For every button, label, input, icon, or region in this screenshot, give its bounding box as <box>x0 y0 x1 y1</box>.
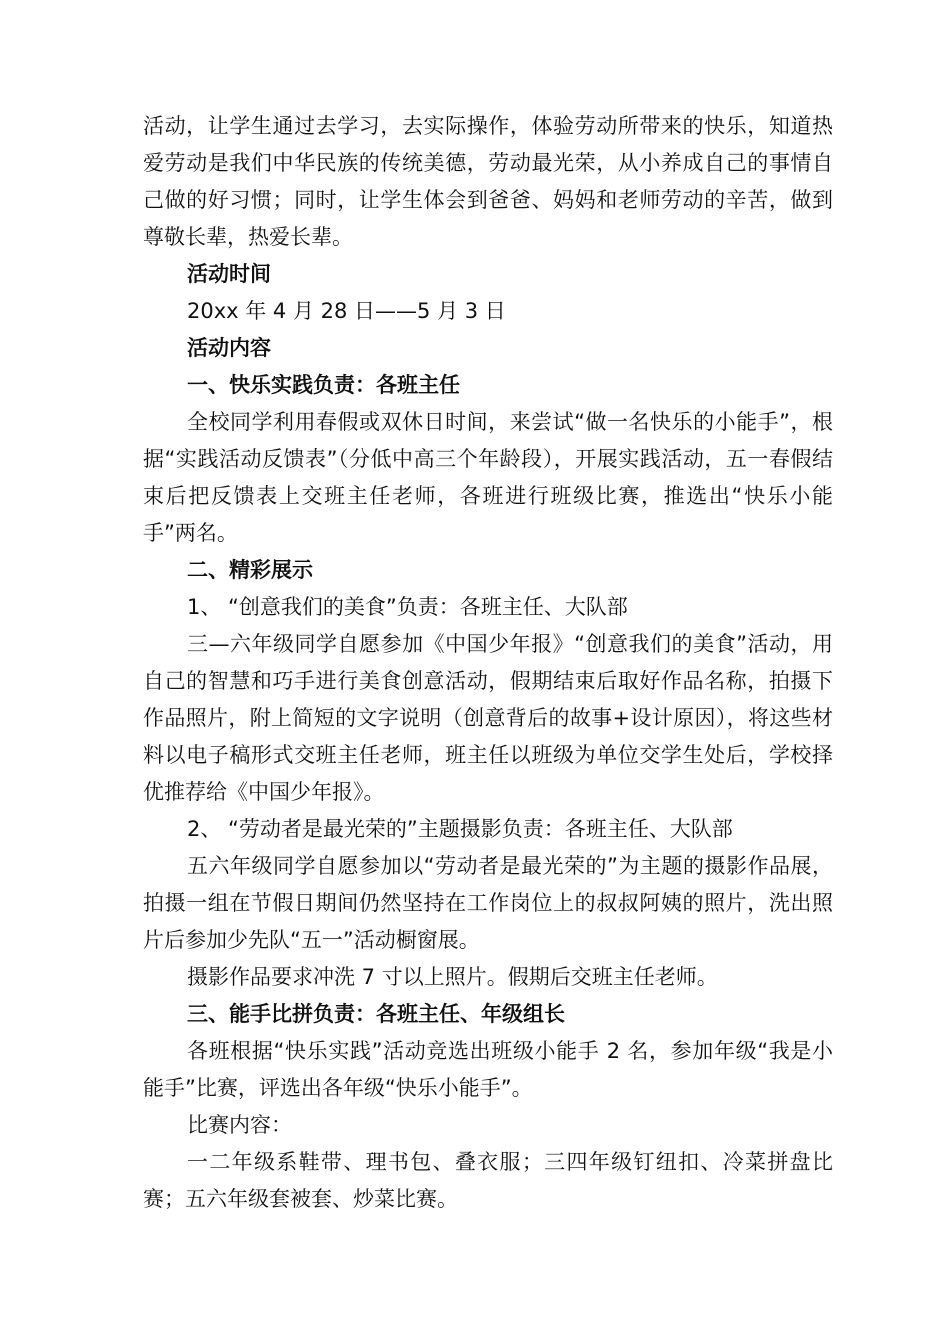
section3-body: 各班根据“快乐实践”活动竞选出班级小能手 2 名，参加年级“我是小能手”比赛，评选出各年级“快乐小能手”。 <box>143 1039 833 1100</box>
section1-body: 全校同学利用春假或双休日时间，来尝试“做一名快乐的小能手”，根据“实践活动反馈表”（分低中高三个年龄段），开展实践活动，五一春假结束后把反馈表上交班主任老师，各班进行班级比赛，推选出“快乐小能手”两名。 <box>143 410 833 545</box>
document-page <box>143 108 833 1218</box>
section1-heading: 一、快乐实践负责：各班主任 <box>187 373 460 397</box>
content-heading: 活动内容 <box>187 336 271 360</box>
contest-body: 一二年级系鞋带、理书包、叠衣服；三四年级钉纽扣、冷菜拼盘比赛；五六年级套被套、炒菜比赛。 <box>143 1150 833 1211</box>
contest-label: 比赛内容： <box>187 1113 292 1137</box>
item2-body: 五六年级同学自愿参加以“劳动者是最光荣的”为主题的摄影作品展，拍摄一组在节假日期间仍然坚持在工作岗位上的叔叔阿姨的照片，洗出照片后参加少先队“五一”活动橱窗展。 <box>143 854 833 952</box>
intro-paragraph: 活动，让学生通过去学习，去实际操作，体验劳动所带来的快乐，知道热爱劳动是我们中华民族的传统美德，劳动最光荣，从小养成自己的事情自己做的好习惯；同时，让学生体会到爸爸、妈妈和老师劳动的辛苦，做到尊敬长辈，热爱长辈。 <box>143 114 833 249</box>
section2-heading: 二、精彩展示 <box>187 558 313 582</box>
item2-title: 2、 “劳动者是最光荣的”主题摄影负责：各班主任、大队部 <box>187 817 733 841</box>
time-heading: 活动时间 <box>187 262 271 286</box>
section3-heading: 三、能手比拼负责：各班主任、年级组长 <box>187 1002 565 1026</box>
time-value: 20xx 年 4 月 28 日——5 月 3 日 <box>187 299 506 323</box>
item1-body: 三—六年级同学自愿参加《中国少年报》“创意我们的美食”活动，用自己的智慧和巧手进行美食创意活动，假期结束后取好作品名称，拍摄下作品照片，附上简短的文字说明（创意背后的故事+设计原因），将这些材料以电子稿形式交班主任老师，班主任以班级为单位交学生处后，学校择优推荐给《中国少年报》。 <box>143 632 833 804</box>
item1-title: 1、 “创意我们的美食”负责：各班主任、大队部 <box>187 595 628 619</box>
item2-note: 摄影作品要求冲洗 7 寸以上照片。假期后交班主任老师。 <box>187 965 718 989</box>
